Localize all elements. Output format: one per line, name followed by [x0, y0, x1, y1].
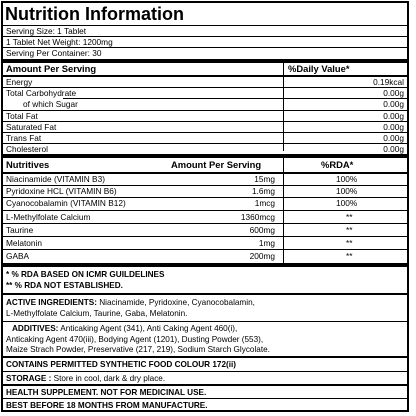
nutrient-label: Total Fat — [6, 111, 38, 121]
divider — [3, 223, 407, 224]
nutritive-label: Niacinamide (VITAMIN B3) — [6, 174, 105, 184]
storage-label: STORAGE : — [6, 374, 52, 383]
footnote-not-established: ** % RDA NOT ESTABLISHED. — [6, 281, 123, 290]
nutritive-rda: ** — [346, 225, 353, 235]
nutrient-value: 0.00g — [383, 111, 404, 121]
thick-divider — [3, 263, 407, 267]
additives-label: ADDITIVES: — [12, 324, 59, 333]
nutritive-label: Melatonin — [6, 238, 42, 248]
nutritive-label: GABA — [6, 251, 30, 261]
nutritive-amount: 1mg — [258, 238, 275, 248]
nutrition-panel — [1, 1, 409, 412]
nutrient-value: 0.00g — [383, 88, 404, 98]
divider — [3, 236, 407, 237]
nutritive-rda: ** — [346, 212, 353, 222]
nutrient-label: Energy — [6, 77, 33, 87]
divider — [63, 98, 407, 99]
divider — [3, 249, 407, 250]
additives-line3: Maize Strach Powder, Preservative (217, 219), Sodium Starch Glycolate. — [6, 345, 270, 354]
rda-header: %RDA* — [321, 159, 354, 170]
divider — [3, 132, 407, 133]
divider — [3, 210, 407, 211]
divider — [3, 293, 407, 295]
nutritive-label: Pyridoxine HCL (VITAMIN B6) — [6, 186, 117, 196]
nutrient-label: Total Carbohydrate — [6, 88, 77, 98]
divider — [3, 384, 407, 386]
divider — [3, 356, 407, 358]
nutrient-label: Saturated Fat — [6, 122, 57, 132]
nutrient-value: 0.19kcal — [373, 77, 404, 87]
divider — [3, 75, 407, 77]
divider — [3, 143, 407, 144]
divider — [3, 398, 407, 399]
nutritive-amount: 1mcg — [254, 198, 275, 208]
nutrient-label: Cholesterol — [6, 144, 48, 154]
storage — [6, 373, 404, 384]
daily-value-header: %Daily Value* — [288, 63, 350, 74]
nutritives-header: Nutritives — [6, 159, 50, 170]
nutritive-rda: ** — [346, 238, 353, 248]
nutrient-value: 0.00g — [383, 133, 404, 143]
storage-text: Store in cool, dark & dry place. — [53, 374, 166, 383]
active-ingredients-label: ACTIVE INGREDIENTS: — [6, 298, 97, 307]
thick-divider — [3, 154, 407, 158]
additives-line1: Anticaking Agent (341), Anti Caking Agent 460(i), — [60, 324, 238, 333]
nutrient-value: 0.00g — [383, 122, 404, 132]
nutrient-value: 0.00g — [383, 99, 404, 109]
nutrient-label: Trans Fat — [6, 133, 42, 143]
net-weight: 1 Tablet Net Weight: 1200mg — [6, 37, 113, 47]
servings-per-container: Serving Per Container: 30 — [6, 48, 102, 58]
health-statement: HEALTH SUPPLEMENT. NOT FOR MEDICINAL USE. — [6, 388, 207, 397]
nutritive-rda: ** — [346, 251, 353, 261]
nutritive-label: L-Methylfolate Calcium — [6, 212, 91, 222]
serving-size: Serving Size: 1 Tablet — [6, 26, 87, 36]
footnotes — [6, 269, 404, 291]
active-ingredients — [6, 297, 404, 319]
divider — [3, 110, 407, 111]
footnote-icmr: * % RDA BASED ON ICMR GUILDELINES — [6, 270, 165, 279]
best-before: BEST BEFORE 18 MONTHS FROM MANUFACTURE. — [6, 401, 208, 410]
active-ingredients-line1: Niacinamide, Pyridoxine, Cyanocobalamin, — [99, 298, 255, 307]
nutritive-label: Cyanocobalamin (VITAMIN B12) — [6, 198, 126, 208]
nutritive-rda: 100% — [336, 198, 358, 208]
nutritive-amount: 200mg — [249, 251, 275, 261]
additives-line2: Anticaking Agent 470(iii), Bodying Agent (1201), Dusting Powder (553), — [6, 334, 264, 344]
panel-title: Nutrition Information — [5, 4, 184, 24]
nutritive-label: Taurine — [6, 225, 34, 235]
additives — [6, 324, 404, 356]
divider — [3, 371, 407, 372]
nutritive-amount: 1360mcg — [240, 212, 275, 222]
divider — [3, 121, 407, 122]
nutrient-value: 0.00g — [383, 144, 404, 154]
nutritive-amount: 600mg — [249, 225, 275, 235]
nutritive-amount: 1.6mg — [251, 186, 275, 196]
colour-statement: CONTAINS PERMITTED SYNTHETIC FOOD COLOUR 172(ii) — [6, 360, 237, 369]
amount-per-serving-header: Amount Per Serving — [171, 159, 262, 170]
nutritive-rda: 100% — [336, 174, 358, 184]
nutrient-label: of which Sugar — [23, 99, 78, 109]
divider — [3, 321, 407, 322]
amount-per-serving-header: Amount Per Serving — [6, 63, 97, 74]
active-ingredients-line2: L-Methylfolate Calcium, Taurine, Gaba, Melatonin. — [6, 309, 188, 318]
nutritive-rda: 100% — [336, 186, 358, 196]
nutritive-amount: 15mg — [254, 174, 275, 184]
